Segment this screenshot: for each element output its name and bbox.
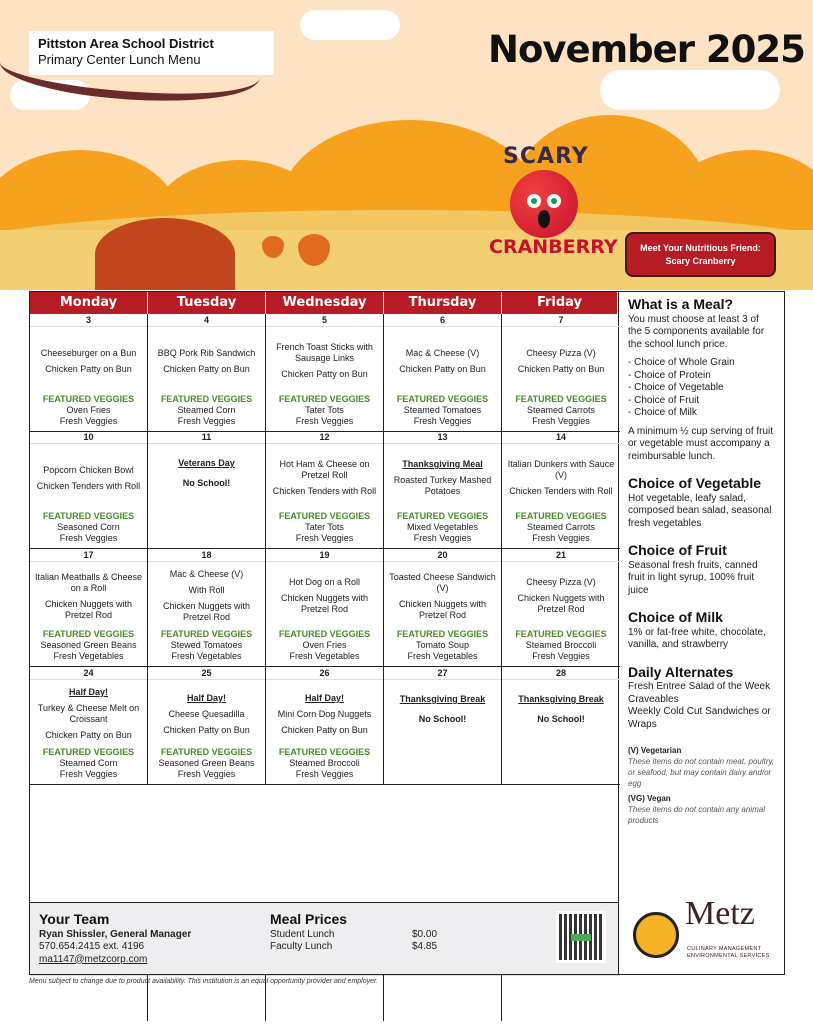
vegetarian-label: (V) Vegetarian <box>628 746 682 755</box>
mascot-title-top: SCARY <box>503 144 589 169</box>
component-item: - Choice of Vegetable <box>628 382 724 393</box>
menu-item: Mac & Cheese (V) <box>405 347 480 358</box>
veggie-item: Oven Fries <box>66 405 111 415</box>
fruit-text: Seasonal fresh fruits, canned fruit in light syrup, 100% fruit juice <box>628 559 758 596</box>
menu-item: Chicken Patty on Bun <box>45 363 132 374</box>
bush <box>95 218 235 290</box>
prices-title: Meal Prices <box>270 911 348 927</box>
menu-item: Chicken Nuggets with Pretzel Rod <box>44 598 133 620</box>
menu-item: Turkey & Cheese Melt on Croissant <box>37 703 140 724</box>
menu-item: Chicken Patty on Bun <box>45 730 132 740</box>
day-cell <box>384 314 502 432</box>
day-cell <box>30 549 148 667</box>
holiday-note: No School! <box>418 714 467 724</box>
day-cell <box>266 431 384 549</box>
manager-name: Ryan Shissler, General Manager <box>39 928 192 940</box>
featured-veggies-label: FEATURED VEGGIES <box>396 394 489 404</box>
day-cell <box>148 549 266 667</box>
day-cell <box>266 549 384 667</box>
veggie-item: Steamed Carrots <box>526 522 596 532</box>
featured-veggies-label: FEATURED VEGGIES <box>160 629 253 639</box>
day-cell <box>384 667 502 785</box>
menu-item: Cheese Quesadilla <box>168 708 245 719</box>
veggie-item: Fresh Vegetables <box>407 651 478 661</box>
title-box <box>29 31 274 75</box>
featured-veggies-label: FEATURED VEGGIES <box>396 511 489 521</box>
day-cell <box>148 431 266 549</box>
email-link[interactable]: ma1147@metzcorp.com <box>39 953 148 965</box>
day-cell <box>502 549 620 667</box>
featured-veggies-label: FEATURED VEGGIES <box>160 394 253 404</box>
menu-item: Chicken Patty on Bun <box>163 724 250 735</box>
vegetable-text: Hot vegetable, leafy salad, composed bean salad, seasonal fresh vegetables <box>628 492 772 529</box>
featured-veggies-label: FEATURED VEGGIES <box>278 747 371 757</box>
veggie-item: Fresh Vegetables <box>53 651 124 661</box>
veggie-item: Steamed Corn <box>177 405 236 415</box>
alternate-item: Weekly Cold Cut Sandwiches or Wraps <box>628 706 771 730</box>
day-cell <box>384 549 502 667</box>
alternate-item: Craveables <box>628 693 679 705</box>
footer <box>29 903 619 975</box>
day-cell <box>30 314 148 432</box>
minimum-text: A minimum ½ cup serving of fruit or vegetable must accompany a reimbursable lunch. <box>628 425 774 462</box>
menu-item: Chicken Patty on Bun <box>281 724 368 735</box>
sidebar <box>619 291 785 975</box>
menu-item: Chicken Patty on Bun <box>281 369 368 379</box>
date-number: 19 <box>266 549 383 562</box>
fruit-title: Choice of Fruit <box>628 542 727 558</box>
holiday-title: Veterans Day <box>178 458 235 468</box>
holiday-note: No School! <box>182 478 231 488</box>
veggie-item: Fresh Veggies <box>177 416 236 426</box>
menu-item: Chicken Nuggets with Pretzel Rod <box>162 601 251 622</box>
menu-item: Mini Corn Dog Nuggets <box>277 708 372 719</box>
date-number: 11 <box>148 431 265 444</box>
price-value: $0.00 <box>412 928 438 940</box>
date-number: 26 <box>266 667 383 680</box>
price-label: Student Lunch <box>270 928 335 940</box>
menu-item: Cheeseburger on a Bun <box>40 347 137 358</box>
date-number: 20 <box>384 549 501 562</box>
components-list <box>628 357 775 420</box>
date-number: 27 <box>384 667 501 680</box>
price-value: $4.85 <box>412 941 438 952</box>
veggie-item: Tater Tots <box>305 522 344 532</box>
veggie-item: Steamed Broccoli <box>289 758 360 768</box>
featured-veggies-label: FEATURED VEGGIES <box>160 747 253 757</box>
special-label: Thanksgiving Meal <box>402 459 483 469</box>
menu-item: Chicken Patty on Bun <box>399 363 486 374</box>
featured-veggies-label: FEATURED VEGGIES <box>42 394 135 404</box>
meal-intro: You must choose at least 3 of the 5 components available for the school lunch price. <box>628 313 765 350</box>
menu-item: Hot Dog on a Roll <box>288 577 361 587</box>
menu-item: BBQ Pork Rib Sandwich <box>157 347 256 358</box>
menu-item: Chicken Patty on Bun <box>517 363 605 374</box>
featured-veggies-label: FEATURED VEGGIES <box>42 511 135 521</box>
vegan-label: (VG) Vegan <box>628 794 671 803</box>
vegetable-title: Choice of Vegetable <box>628 475 762 491</box>
vegan-text: These items do not contain any animal products <box>628 805 765 825</box>
date-number: 28 <box>502 667 620 680</box>
qr-code[interactable] <box>556 911 606 963</box>
featured-veggies-label: FEATURED VEGGIES <box>42 747 135 757</box>
milk-text: 1% or fat-free white, chocolate, vanilla, and strawberry <box>628 626 766 650</box>
mouth <box>538 210 550 228</box>
day-cell <box>502 314 620 432</box>
veggie-item: Steamed Corn <box>59 758 118 768</box>
veggie-item: Fresh Vegetables <box>289 651 360 661</box>
day-cell <box>502 431 620 549</box>
header-banner <box>0 0 813 290</box>
menu-item: Chicken Tenders with Roll <box>509 486 613 496</box>
meal-title: What is a Meal? <box>628 296 734 312</box>
menu-item: With Roll <box>188 585 225 595</box>
featured-veggies-label: FEATURED VEGGIES <box>515 629 607 639</box>
holiday-note: No School! <box>537 714 585 724</box>
cloud <box>600 70 780 110</box>
menu-item: Italian Dunkers with Sauce (V) <box>507 459 615 480</box>
menu-item: Roasted Turkey Mashed Potatoes <box>393 475 492 496</box>
featured-veggies-label: FEATURED VEGGIES <box>278 511 371 521</box>
cranberry-mascot <box>510 170 578 238</box>
date-number: 17 <box>30 549 147 562</box>
veggie-item: Fresh Veggies <box>59 769 118 779</box>
menu-item: Popcorn Chicken Bowl <box>43 464 134 475</box>
component-item: - Choice of Whole Grain <box>628 357 735 368</box>
date-number: 4 <box>148 314 265 327</box>
meet-friend-badge <box>625 232 776 277</box>
menu-item: Chicken Nuggets with Pretzel Rod <box>398 598 487 620</box>
veggie-item: Mixed Vegetables <box>406 522 479 532</box>
eye <box>547 194 561 208</box>
milk-title: Choice of Milk <box>628 609 723 625</box>
veggie-item: Fresh Veggies <box>59 533 118 543</box>
alternates-title: Daily Alternates <box>628 663 734 680</box>
menu-item: Chicken Nuggets with Pretzel Rod <box>280 593 369 614</box>
vegetarian-text: These items do not contain meat, poultry, or seafood, but may contain dairy and/or egg <box>628 757 775 788</box>
day-cell <box>148 667 266 785</box>
day-cell <box>30 431 148 549</box>
veggie-item: Stewed Tomatoes <box>170 640 243 650</box>
veggie-item: Steamed Tomatoes <box>403 405 482 415</box>
mascot-title-bottom: CRANBERRY <box>489 236 618 258</box>
component-item: - Choice of Protein <box>628 369 711 381</box>
veggie-item: Seasoned Corn <box>57 522 120 532</box>
day-header-tuesday: Tuesday <box>148 292 266 314</box>
day-cell <box>266 314 384 432</box>
cloud <box>300 10 400 40</box>
alternates-list <box>628 681 775 731</box>
day-cell <box>266 667 384 785</box>
date-number: 5 <box>266 314 383 327</box>
menu-item: Mac & Cheese (V) <box>169 569 244 579</box>
veggie-item: Fresh Veggies <box>59 416 118 426</box>
eye <box>527 194 541 208</box>
metz-logo <box>633 895 783 962</box>
team-title: Your Team <box>39 911 110 927</box>
menu-item: Cheesy Pizza (V) <box>526 347 596 358</box>
featured-veggies-label: FEATURED VEGGIES <box>278 394 371 404</box>
date-number: 10 <box>30 431 147 444</box>
veggie-item: Steamed Broccoli <box>525 640 597 650</box>
alternate-item: Fresh Entree Salad of the Week <box>628 681 771 692</box>
date-number: 18 <box>148 549 265 562</box>
disclaimer: Menu subject to change due to product availability. This institution is an equal opportunity provider and employer. <box>29 978 379 985</box>
menu-item: French Toast Sticks with Sausage Links <box>276 342 373 363</box>
date-number: 7 <box>502 314 620 327</box>
featured-veggies-label: FEATURED VEGGIES <box>278 629 371 639</box>
featured-veggies-label: FEATURED VEGGIES <box>515 394 607 404</box>
menu-item: Italian Meatballs & Cheese on a Roll <box>34 571 143 593</box>
day-header-wednesday: Wednesday <box>266 292 384 314</box>
date-number: 12 <box>266 431 383 444</box>
featured-veggies-label: FEATURED VEGGIES <box>515 511 607 521</box>
date-number: 14 <box>502 431 620 444</box>
menu-item: Chicken Nuggets with Pretzel Rod <box>517 593 605 614</box>
veggie-item: Fresh Veggies <box>295 769 354 779</box>
special-label: Half Day! <box>68 687 108 697</box>
month-title: November 2025 <box>488 28 805 71</box>
menu-item: Chicken Tenders with Roll <box>36 480 141 491</box>
menu-item: Cheesy Pizza (V) <box>526 577 596 587</box>
logo-name: Metz <box>685 895 755 932</box>
special-label: Half Day! <box>186 692 226 703</box>
veggie-item: Oven Fries <box>302 640 347 650</box>
phone: 570.654.2415 ext. 4196 <box>39 941 145 952</box>
logo-sub: CULINARY MANAGEMENT <box>687 946 762 952</box>
day-cell <box>502 667 620 785</box>
day-header-friday: Friday <box>502 292 618 314</box>
veggie-item: Fresh Veggies <box>532 651 590 661</box>
veggie-item: Steamed Carrots <box>526 405 596 415</box>
veggie-item: Tater Tots <box>305 405 344 415</box>
date-number: 25 <box>148 667 265 680</box>
menu-item: Chicken Patty on Bun <box>163 363 250 374</box>
veggie-item: Fresh Veggies <box>413 416 472 426</box>
menu-item: Toasted Cheese Sandwich (V) <box>389 571 496 593</box>
menu-name: Primary Center Lunch Menu <box>38 52 201 67</box>
featured-veggies-label: FEATURED VEGGIES <box>42 629 135 639</box>
special-label: Half Day! <box>304 692 344 703</box>
veggie-item: Fresh Veggies <box>413 533 472 543</box>
veggie-item: Fresh Veggies <box>177 769 236 779</box>
date-number: 21 <box>502 549 620 562</box>
date-number: 3 <box>30 314 147 327</box>
date-number: 6 <box>384 314 501 327</box>
day-cell <box>384 431 502 549</box>
component-item: - Choice of Milk <box>628 407 697 418</box>
date-number: 24 <box>30 667 147 680</box>
price-label: Faculty Lunch <box>270 941 333 952</box>
component-item: - Choice of Fruit <box>628 394 700 406</box>
menu-calendar <box>29 291 619 903</box>
menu-item: Chicken Tenders with Roll <box>272 486 377 496</box>
veggie-item: Seasoned Green Beans <box>40 640 137 650</box>
day-cell <box>30 667 148 785</box>
veggie-item: Fresh Veggies <box>532 533 590 543</box>
featured-veggies-label: FEATURED VEGGIES <box>396 629 489 639</box>
veggie-item: Seasoned Green Beans <box>158 758 255 768</box>
district-name: Pittston Area School District <box>38 36 214 51</box>
logo-sub: ENVIRONMENTAL SERVICES <box>687 953 770 959</box>
holiday-title: Thanksgiving Break <box>399 694 486 704</box>
day-cell <box>148 314 266 432</box>
veggie-item: Fresh Veggies <box>295 416 354 426</box>
date-number: 13 <box>384 431 501 444</box>
veggie-item: Fresh Vegetables <box>171 651 242 661</box>
holiday-title: Thanksgiving Break <box>518 694 604 704</box>
friend-line: Scary Cranberry <box>665 255 736 266</box>
veggie-item: Fresh Veggies <box>532 416 590 426</box>
menu-item: Hot Ham & Cheese on Pretzel Roll <box>279 459 370 480</box>
veggie-item: Fresh Veggies <box>295 533 354 543</box>
veggie-item: Tomato Soup <box>415 640 470 650</box>
day-header-monday: Monday <box>30 292 148 314</box>
day-header-thursday: Thursday <box>384 292 502 314</box>
chef-icon <box>633 912 679 958</box>
friend-line: Meet Your Nutritious Friend: <box>640 242 761 253</box>
